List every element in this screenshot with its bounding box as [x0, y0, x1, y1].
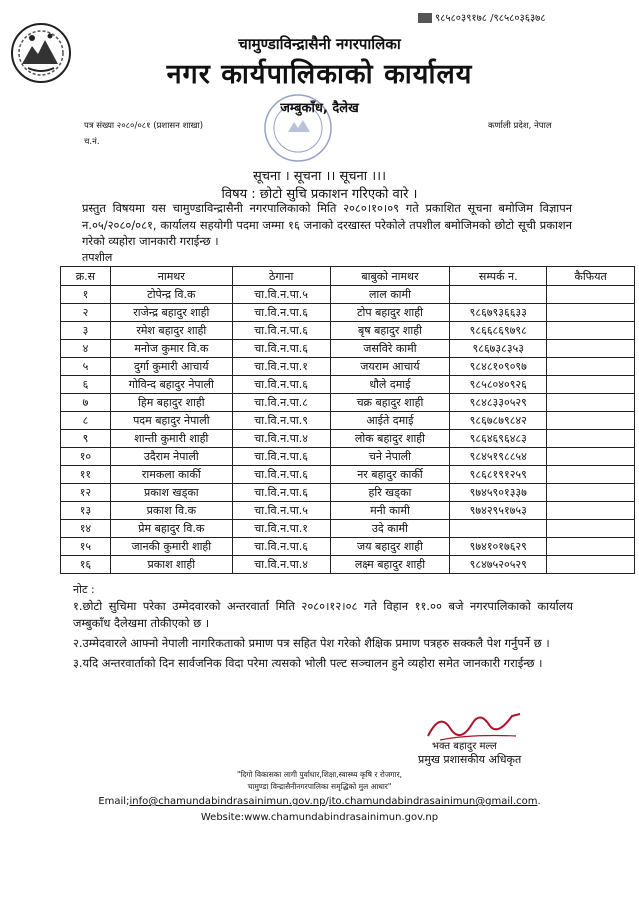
- table-row: [61, 358, 635, 376]
- motto-line-2: चामुण्डा विन्द्रासैनीनगरपालिका समृद्धिको मुल आधार": [247, 782, 392, 791]
- shortlist-table: [60, 266, 635, 574]
- office-location: जम्बुकाँध, दैलेख: [280, 101, 359, 116]
- address-cell: चा.वि.न.पा.४: [232, 430, 330, 448]
- sn-cell: ६: [61, 376, 111, 394]
- father-name-cell: लक्ष्म बहादुर शाही: [330, 556, 450, 574]
- remarks-cell: [547, 322, 635, 340]
- father-name-cell: धौले दमाई: [330, 376, 450, 394]
- father-name-cell: जयराम आचार्य: [330, 358, 450, 376]
- col-header-remarks: कैफियत: [547, 267, 635, 286]
- address-cell: चा.वि.न.पा.१: [232, 358, 330, 376]
- note-label: नोट :: [73, 583, 95, 596]
- remarks-cell: [547, 286, 635, 304]
- email-end: .: [537, 796, 541, 807]
- remarks-cell: [547, 538, 635, 556]
- table-row: [61, 538, 635, 556]
- sn-cell: ४: [61, 340, 111, 358]
- address-cell: चा.वि.न.पा.६: [232, 466, 330, 484]
- remarks-cell: [547, 484, 635, 502]
- contact-cell: ९८६६८६९७९८: [450, 322, 547, 340]
- father-name-cell: बृष बहादुर शाही: [330, 322, 450, 340]
- sn-cell: १५: [61, 538, 111, 556]
- address-cell: चा.वि.न.पा.५: [232, 502, 330, 520]
- remarks-cell: [547, 394, 635, 412]
- col-header-father-name: बाबुको नामथर: [330, 267, 450, 286]
- sn-cell: १३: [61, 502, 111, 520]
- table-row: [61, 394, 635, 412]
- remarks-cell: [547, 466, 635, 484]
- website-line: Website:www.chamundabindrasainimun.gov.np: [200, 812, 439, 823]
- remarks-cell: [547, 430, 635, 448]
- father-name-cell: उदे कामी: [330, 520, 450, 538]
- note-item: ३.यदि अन्तरवार्ताको दिन सार्वजनिक विदा परेमा त्यसको भोली पल्ट सञ्चालन हुने व्यहोरा समेत जानकारी गराईन्छ ।: [73, 656, 543, 670]
- notice-heading: सूचना । सूचना ।। सूचना ।।।: [252, 169, 387, 184]
- father-name-cell: जय बहादुर शाही: [330, 538, 450, 556]
- name-cell: मनोज कुमार वि.क: [110, 340, 232, 358]
- notice-subject: विषय : छोटो सुचि प्रकाशन गरिएको वारे ।: [221, 187, 418, 202]
- address-cell: चा.वि.न.पा.६: [232, 538, 330, 556]
- table-row: [61, 484, 635, 502]
- contact-cell: ९८४७५२०५२९: [450, 556, 547, 574]
- notice-body: प्रस्तुत विषयमा यस चामुण्डाविन्द्रासैनी नगरपालिकाको मिति २०८०।१०।०९ गते प्रकाशित सूचना बमोजिम विज्ञापन न.०५/२०८०/०८१, कार्यालय सहयोगी पदमा जम्मा १६ जनाको दरखास्त परेकोले तपशील बमोजिमको छोटो सूची प्रकाशन गरेको व्यहोरा जानकारी गराईन्छ ।: [82, 201, 572, 248]
- name-cell: गोविन्द बहादुर नेपाली: [110, 376, 232, 394]
- col-header-sn: क्र.स: [61, 267, 111, 286]
- name-cell: शान्ती कुमारी शाही: [110, 430, 232, 448]
- sn-cell: ३: [61, 322, 111, 340]
- sn-cell: ९: [61, 430, 111, 448]
- address-cell: चा.वि.न.पा.६: [232, 340, 330, 358]
- col-header-name: नामथर: [110, 267, 232, 286]
- address-cell: चा.वि.न.पा.६: [232, 304, 330, 322]
- contact-cell: ९८६७८७९८४२: [450, 412, 547, 430]
- father-name-cell: चने नेपाली: [330, 448, 450, 466]
- table-row: [61, 340, 635, 358]
- father-name-cell: हरि खड्का: [330, 484, 450, 502]
- sn-cell: १४: [61, 520, 111, 538]
- sn-cell: ५: [61, 358, 111, 376]
- col-header-address: ठेगाना: [232, 267, 330, 286]
- contact-cell: ९८५८०४०९२६: [450, 376, 547, 394]
- sn-cell: ११: [61, 466, 111, 484]
- sn-cell: ७: [61, 394, 111, 412]
- name-cell: दुर्गा कुमारी आचार्य: [110, 358, 232, 376]
- remarks-cell: [547, 304, 635, 322]
- contact-cell: ९८६७३८३५३: [450, 340, 547, 358]
- name-cell: पदम बहादुर नेपाली: [110, 412, 232, 430]
- sn-cell: ८: [61, 412, 111, 430]
- father-name-cell: लोक बहादुर शाही: [330, 430, 450, 448]
- table-row: [61, 322, 635, 340]
- letter-number: पत्र संख्या २०८०/०८१ (प्रशासन शाखा): [84, 121, 204, 131]
- remarks-cell: [547, 340, 635, 358]
- remarks-cell: [547, 412, 635, 430]
- address-cell: चा.वि.न.पा.४: [232, 556, 330, 574]
- sn-cell: १६: [61, 556, 111, 574]
- contact-cell: ९८६७९३६६३३: [450, 304, 547, 322]
- address-cell: चा.वि.न.पा.६: [232, 376, 330, 394]
- contact-cell: ९८४८३३०५२९: [450, 394, 547, 412]
- sn-cell: १: [61, 286, 111, 304]
- remarks-cell: [547, 520, 635, 538]
- father-name-cell: मनी कामी: [330, 502, 450, 520]
- province-name: कर्णाली प्रदेश, नेपाल: [488, 121, 552, 131]
- table-row: [61, 556, 635, 574]
- father-name-cell: टोप बहादुर शाही: [330, 304, 450, 322]
- sn-cell: १२: [61, 484, 111, 502]
- note-item: २.उम्मेदवारले आफ्नो नेपाली नागरिकताको प्रमाण पत्र सहित पेश गरेको शैक्षिक प्रमाण पत्रहरु सक्कलै पेश गर्नुपर्ने छ ।: [73, 636, 550, 650]
- remarks-cell: [547, 376, 635, 394]
- address-cell: चा.वि.न.पा.१: [232, 520, 330, 538]
- phone-number: [418, 10, 546, 24]
- email-separator: /: [325, 796, 329, 807]
- sn-cell: २: [61, 304, 111, 322]
- table-row: [61, 304, 635, 322]
- remarks-cell: [547, 448, 635, 466]
- motto-line-1: "दिगो विकासका लागी पुर्वाधार,शिक्षा,स्वास्थ्य कृषि र रोजगार,: [236, 770, 403, 779]
- contact-cell: ९८६८१९१२५९: [450, 466, 547, 484]
- email-link-2[interactable]: ito.chamundabindrasainimun@gmail.com: [328, 796, 538, 807]
- remarks-cell: [547, 502, 635, 520]
- table-row: [61, 412, 635, 430]
- table-row: [61, 376, 635, 394]
- name-cell: प्रेम बहादुर वि.क: [110, 520, 232, 538]
- address-cell: चा.वि.न.पा.६: [232, 448, 330, 466]
- sn-cell: १०: [61, 448, 111, 466]
- table-body: [61, 286, 635, 574]
- table-row: [61, 466, 635, 484]
- address-cell: चा.वि.न.पा.५: [232, 286, 330, 304]
- dispatch-number: च.नं.: [84, 137, 100, 147]
- father-name-cell: जसविरे कामी: [330, 340, 450, 358]
- contact-cell: ९७४१०१७६२९: [450, 538, 547, 556]
- name-cell: टोपेन्द्र वि.क: [110, 286, 232, 304]
- name-cell: जानकी कुमारी शाही: [110, 538, 232, 556]
- address-cell: चा.वि.न.पा.८: [232, 394, 330, 412]
- remarks-cell: [547, 556, 635, 574]
- contact-cell: ९८६४६९६४८३: [450, 430, 547, 448]
- name-cell: राजेन्द्र बहादुर शाही: [110, 304, 232, 322]
- signatory-title: प्रमुख प्रशासकीय अधिकृत: [418, 753, 522, 766]
- contact-cell: [450, 520, 547, 538]
- contact-cell: ९८४८१०९०९७: [450, 358, 547, 376]
- contact-cell: ९७४२९५१७५३: [450, 502, 547, 520]
- address-cell: चा.वि.न.पा.६: [232, 484, 330, 502]
- details-label: तपशील: [82, 251, 113, 264]
- name-cell: हिम बहादुर शाही: [110, 394, 232, 412]
- father-name-cell: चक्र बहादुर शाही: [330, 394, 450, 412]
- table-row: [61, 286, 635, 304]
- contact-cell: [450, 286, 547, 304]
- table-row: [61, 430, 635, 448]
- name-cell: प्रकाश वि.क: [110, 502, 232, 520]
- remarks-cell: [547, 358, 635, 376]
- father-name-cell: नर बहादुर कार्की: [330, 466, 450, 484]
- municipality-name: चामुण्डाविन्द्रासैनी नगरपालिका: [238, 35, 401, 53]
- phone-text: ९८५८०३९१७८ /९८५८०३६३७८: [435, 13, 546, 24]
- name-cell: प्रकाश खड्का: [110, 484, 232, 502]
- email-link-1[interactable]: info@chamundabindrasainimun.gov.np: [129, 796, 326, 807]
- name-cell: उदैराम नेपाली: [110, 448, 232, 466]
- address-cell: चा.वि.न.पा.६: [232, 322, 330, 340]
- father-name-cell: आईते दमाई: [330, 412, 450, 430]
- name-cell: प्रकाश शाही: [110, 556, 232, 574]
- name-cell: रमेश बहादुर शाही: [110, 322, 232, 340]
- table-row: [61, 448, 635, 466]
- signatory-name: भक्त बहादुर मल्ल: [432, 741, 497, 752]
- table-row: [61, 520, 635, 538]
- contact-cell: ९७४५९०१३३७: [450, 484, 547, 502]
- notes-list: [73, 598, 573, 675]
- name-cell: रामकला कार्की: [110, 466, 232, 484]
- email-line: [0, 796, 639, 807]
- office-title: नगर कार्यपालिकाको कार्यालय: [166, 59, 473, 90]
- address-cell: चा.वि.न.पा.९: [232, 412, 330, 430]
- father-name-cell: लाल कामी: [330, 286, 450, 304]
- email-label: Email;: [98, 796, 130, 807]
- contact-cell: ९८४५१९८८५४: [450, 448, 547, 466]
- table-header-row: [61, 267, 635, 286]
- redaction-mark: [418, 13, 432, 23]
- table-row: [61, 502, 635, 520]
- col-header-contact: सम्पर्क न.: [450, 267, 547, 286]
- note-item: १.छोटो सुचिमा परेका उम्मेदवारको अन्तरवार्ता मिति २०८०।१२।०८ गते विहान ११.०० बजे नगरपालिकाको कार्यालय जम्बुकाँध दैलेखमा तोकीएको छ ।: [73, 599, 573, 630]
